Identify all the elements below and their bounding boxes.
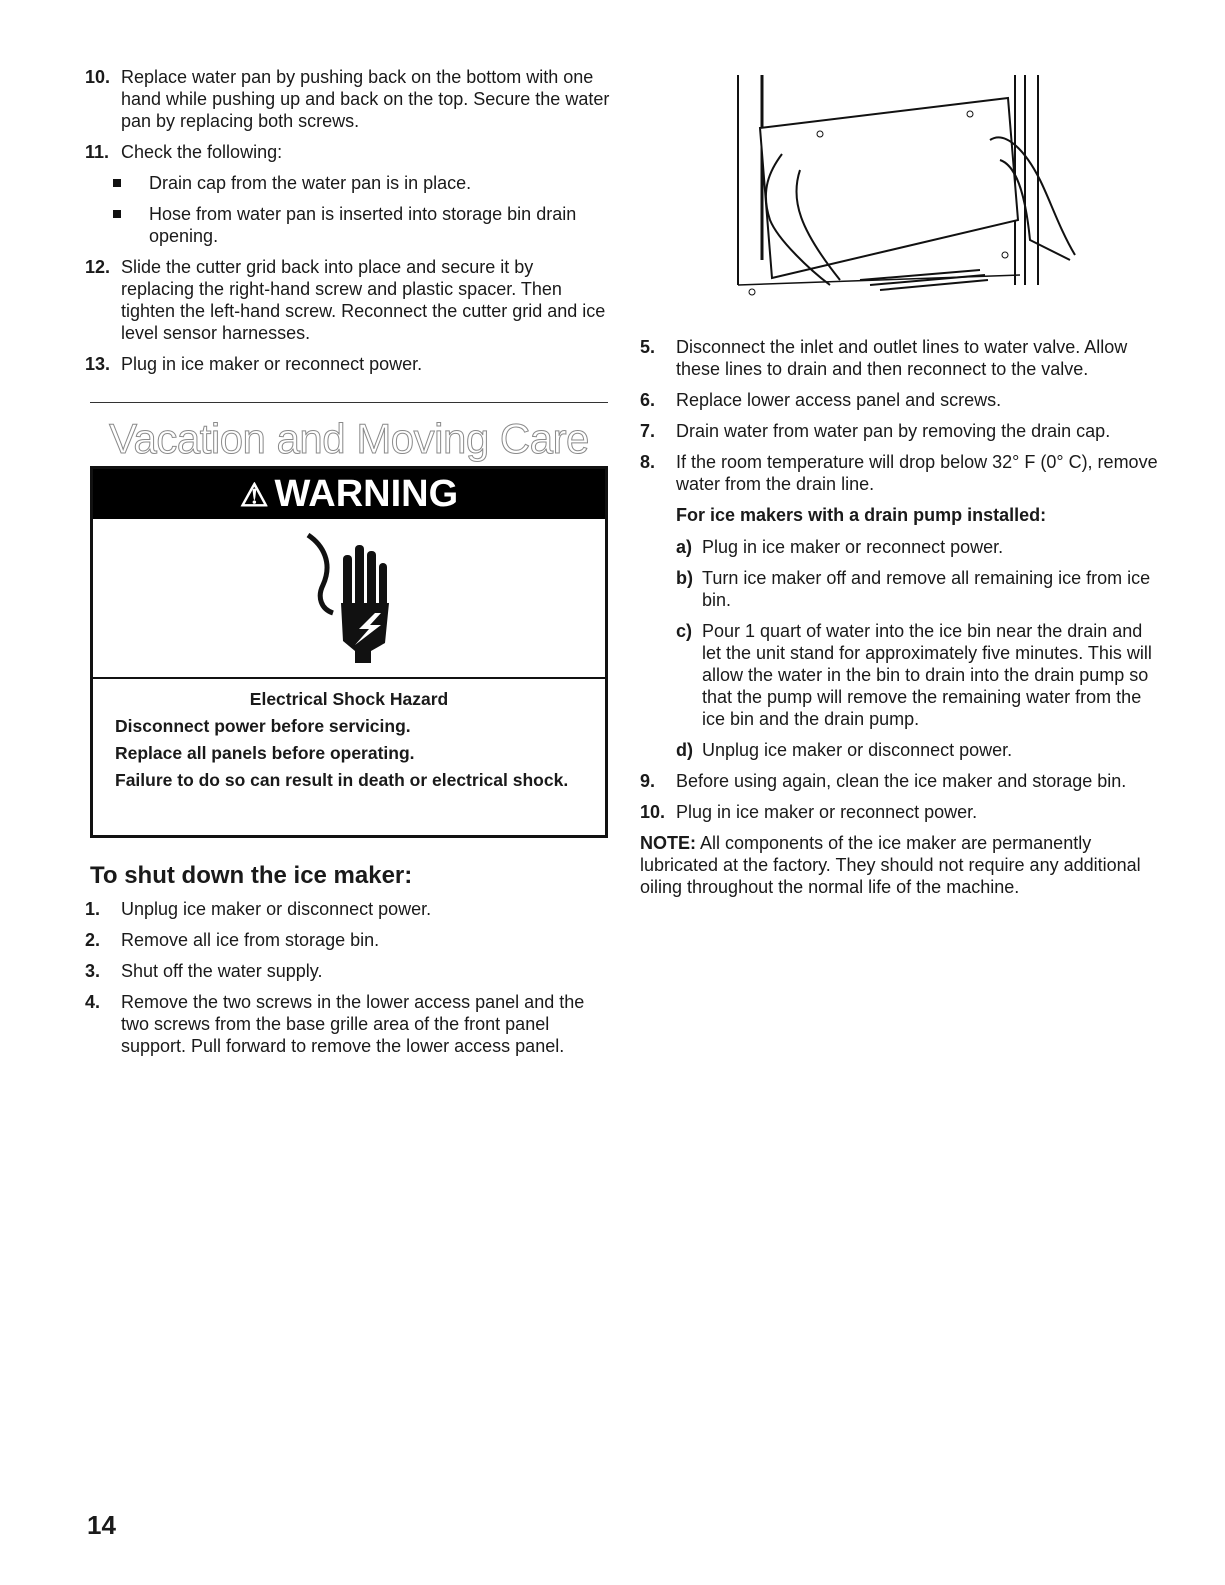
substep-text: Unplug ice maker or disconnect power.: [702, 740, 1013, 760]
step-10-final: [640, 801, 1160, 823]
step-number: 6.: [640, 390, 656, 410]
substep-text: Plug in ice maker or reconnect power.: [702, 537, 1004, 557]
drain-pump-heading: For ice makers with a drain pump installed:: [676, 505, 1047, 525]
step-number: 9.: [640, 771, 656, 791]
step-number: 4.: [85, 992, 101, 1012]
step-8: [640, 451, 1160, 495]
maintenance-note: [640, 832, 1160, 898]
step-text: Drain water from water pan by removing the drain cap.: [676, 421, 1111, 441]
step-7: [640, 420, 1160, 442]
substep-letter: b): [676, 568, 693, 588]
section-divider: [90, 402, 608, 403]
substep-c: [640, 620, 1160, 730]
step-12: [85, 256, 610, 344]
step-4: [85, 991, 610, 1057]
step-text: Replace water pan by pushing back on the bottom with one hand while pushing up and back on the top. Secure the water pan by replacing both screws.: [121, 67, 610, 131]
step-text: Check the following:: [121, 142, 283, 162]
page-number: 14: [87, 1510, 116, 1540]
warning-header: [93, 469, 605, 519]
step-text: Shut off the water supply.: [121, 961, 323, 981]
warning-header-text: WARNING: [274, 473, 459, 515]
step-5: [640, 336, 1160, 380]
section-title: Vacation and Moving Care: [109, 415, 589, 462]
warning-triangle-icon: ⚠: [239, 477, 269, 513]
substep-d: [640, 739, 1160, 761]
left-column-top: [85, 66, 610, 384]
step-text: Remove the two screws in the lower access panel and the two screws from the base grille area of the front panel support. Pull forward to remove the lower access panel.: [121, 992, 585, 1056]
step-number: 7.: [640, 421, 656, 441]
substep-letter: d): [676, 740, 693, 760]
step-2: [85, 929, 610, 951]
step-3: [85, 960, 610, 982]
bullet-item: [85, 172, 610, 194]
substep-letter: c): [676, 621, 693, 641]
step-10: [85, 66, 610, 132]
bullet-text: Drain cap from the water pan is in place.: [149, 173, 472, 193]
access-panel-illustration: [720, 70, 1090, 305]
step-1: [85, 898, 610, 920]
step-text: If the room temperature will drop below 32° F (0° C), remove water from the drain line.: [676, 452, 1158, 494]
bullet-text: Hose from water pan is inserted into storage bin drain opening.: [149, 204, 577, 246]
step-9: [640, 770, 1160, 792]
step-number: 2.: [85, 930, 101, 950]
step-text: Remove all ice from storage bin.: [121, 930, 380, 950]
substep-text: Pour 1 quart of water into the ice bin near the drain and let the unit stand for approximately five minutes. This will allow the water in the bin to drain into the drain pump so that the pump will remove the remaining water from the ice bin and the drain pump.: [702, 621, 1152, 729]
step-text: Unplug ice maker or disconnect power.: [121, 899, 432, 919]
warning-line: Failure to do so can result in death or electrical shock.: [115, 770, 569, 790]
warning-graphic: [93, 519, 605, 679]
step-number: 8.: [640, 452, 656, 472]
bullet-item: [85, 203, 610, 247]
step-text: Disconnect the inlet and outlet lines to water valve. Allow these lines to drain and then reconnect to the valve.: [676, 337, 1128, 379]
step-text: Slide the cutter grid back into place and secure it by replacing the right-hand screw and plastic spacer. Then tighten the left-hand screw. Reconnect the cutter grid and ice level sensor harnesses.: [121, 257, 606, 343]
substep-a: [640, 536, 1160, 558]
bullet-square-icon: [113, 210, 121, 218]
warning-text: [93, 679, 605, 791]
right-column: [640, 336, 1160, 898]
shutdown-steps: [85, 898, 610, 1066]
step-13: [85, 353, 610, 375]
step-number: 10.: [85, 67, 111, 87]
step-number: 10.: [640, 802, 666, 822]
hazard-title: Electrical Shock Hazard: [249, 689, 449, 709]
substep-text: Turn ice maker off and remove all remaining ice from ice bin.: [702, 568, 1151, 610]
step-number: 1.: [85, 899, 101, 919]
step-11: [85, 141, 610, 163]
electric-shock-hand-icon: [303, 533, 403, 663]
warning-line: Disconnect power before servicing.: [115, 716, 411, 736]
warning-box: [90, 466, 608, 838]
step-6: [640, 389, 1160, 411]
step-text: Replace lower access panel and screws.: [676, 390, 1002, 410]
step-text: Plug in ice maker or reconnect power.: [676, 802, 978, 822]
note-text: All components of the ice maker are permanently lubricated at the factory. They should not require any additional oiling throughout the normal life of the machine.: [640, 833, 1141, 897]
warning-line: Replace all panels before operating.: [115, 743, 415, 763]
bullet-square-icon: [113, 179, 121, 187]
step-text: Before using again, clean the ice maker and storage bin.: [676, 771, 1127, 791]
note-label: NOTE:: [640, 833, 696, 853]
step-number: 5.: [640, 337, 656, 357]
substep-b: [640, 567, 1160, 611]
step-number: 3.: [85, 961, 101, 981]
step-number: 12.: [85, 257, 111, 277]
step-text: Plug in ice maker or reconnect power.: [121, 354, 423, 374]
step-number: 11.: [85, 142, 110, 162]
substep-letter: a): [676, 537, 693, 557]
step-number: 13.: [85, 354, 111, 374]
shutdown-heading: To shut down the ice maker:: [90, 862, 413, 889]
